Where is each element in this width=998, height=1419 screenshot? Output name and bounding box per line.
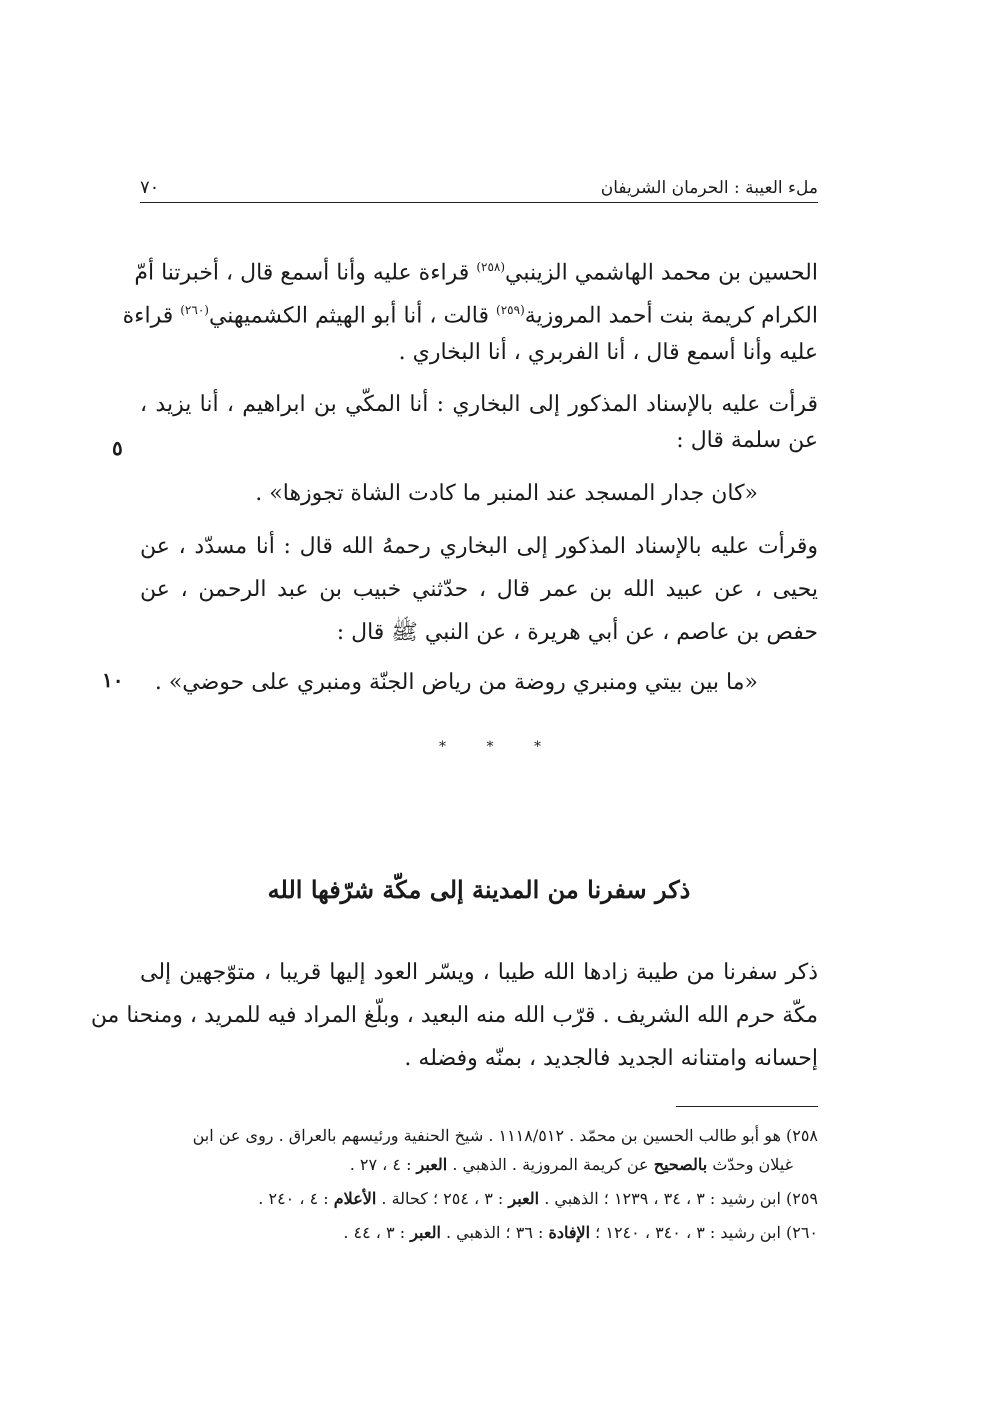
quote-2: «ما بين بيتي ومنبري روضة من رياض الجنّة ومنبري على حوضي» . (154, 670, 758, 695)
text-span: : ٣٦ ؛ الذهبي . (440, 1223, 549, 1242)
para3-line2: يحيى ، عن عبيد الله بن عمر قال ، حدّثني خبيب بن عبد الرحمن ، عن (140, 577, 818, 602)
section-heading: ذكر سفرنا من المدينة إلى مكّة شرّفها الله (267, 875, 691, 904)
text-span: ٢٥٩) ابن رشيد : ٣ ، ٣٤ ، ١٢٣٩ ؛ الذهبي . (539, 1189, 818, 1208)
footnote-258-line2 (140, 1153, 793, 1177)
text-span: الأعلام (333, 1189, 377, 1208)
footnote-ref-260[interactable]: (٢٦٠) (180, 303, 209, 317)
para1-line2 (122, 295, 818, 331)
para2-line1: قرأت عليه بالإسناد المذكور إلى البخاري : أنا المكّي بن ابراهيم ، أنا يزيد ، (140, 392, 818, 417)
para4-line2: مكّة حرم الله الشريف . قرّب الله منه البعيد ، وبلّغ المراد فيه للمريد ، ومنحنا من (90, 1003, 818, 1028)
para4-line1: ذكر سفرنا من طيبة زادها الله طيبا ، ويسّر العود إليها قريبا ، متوّجهين إلى (140, 960, 818, 985)
para2-line2: عن سلمة قال : (676, 428, 818, 453)
para4-line3: إحسانه وامتنانه الجديد فالجديد ، بمنّه وفضله . (404, 1046, 818, 1071)
text-span: الكرام كريمة بنت أحمد المروزية (524, 303, 818, 329)
para1-line3: عليه وأنا أسمع قال ، أنا الفربري ، أنا البخاري . (398, 340, 818, 365)
text-span: الحسين بن محمد الهاشمي الزينبي (505, 260, 818, 286)
page-header (140, 172, 818, 203)
text-span: الإفادة (548, 1223, 591, 1242)
footnote-divider (676, 1106, 818, 1107)
para3-line3: حفص بن عاصم ، عن أبي هريرة ، عن النبي ﷺ قال : (336, 620, 818, 645)
text-span: : ٤ ، ٢٧ . (349, 1155, 417, 1174)
section-separator: * * * (439, 739, 559, 755)
footnote-260 (140, 1221, 818, 1245)
page-number: ٧٠ (140, 177, 160, 198)
text-span: بالصحيح (653, 1155, 708, 1174)
footnote-258-line1: ٢٥٨) هو أبو طالب الحسين بن محمّد . ١١١٨/٥١٢ . شيخ الحنفية ورئيسهم بالعراق . روى عن ابن (192, 1126, 818, 1145)
text-span: : ٤ ، ٢٤٠ . (258, 1189, 334, 1208)
text-span: العبر (508, 1189, 540, 1208)
line-marker-5: ٥ (112, 436, 123, 460)
text-span: ٢٦٠) ابن رشيد : ٣ ، ٣٤٠ ، ١٢٤٠ ؛ (590, 1223, 818, 1242)
text-span: العبر (416, 1155, 448, 1174)
footnote-259 (140, 1187, 818, 1211)
footnote-ref-258[interactable]: (٢٥٨) (476, 260, 506, 274)
text-span: قالت ، أنا أبو الهيثم الكشميهني (208, 303, 497, 329)
text-span: غيلان وحدّث (707, 1155, 793, 1174)
text-span: : ٣ ، ٢٥٤ ؛ كحالة . (376, 1189, 509, 1208)
text-span: عن كريمة المروزية . الذهبي . (447, 1155, 654, 1174)
para1-line1 (134, 252, 818, 288)
footnote-ref-259[interactable]: (٢٥٩) (496, 303, 525, 317)
text-span: قراءة (122, 303, 181, 329)
quote-1: «كان جدار المسجد عند المنبر ما كادت الشاة تجوزها» . (255, 481, 758, 506)
text-span: : ٣ ، ٤٤ . (343, 1223, 411, 1242)
running-title: ملء العيبة : الحرمان الشريفان (600, 178, 818, 198)
text-span: العبر (410, 1223, 441, 1242)
line-marker-10: ١٠ (102, 668, 124, 692)
para3-line1: وقرأت عليه بالإسناد المذكور إلى البخاري رحمهُ الله قال : أنا مسدّد ، عن (140, 534, 818, 559)
text-span: قراءة عليه وأنا أسمع قال ، أخبرتنا أمّ (134, 260, 477, 286)
